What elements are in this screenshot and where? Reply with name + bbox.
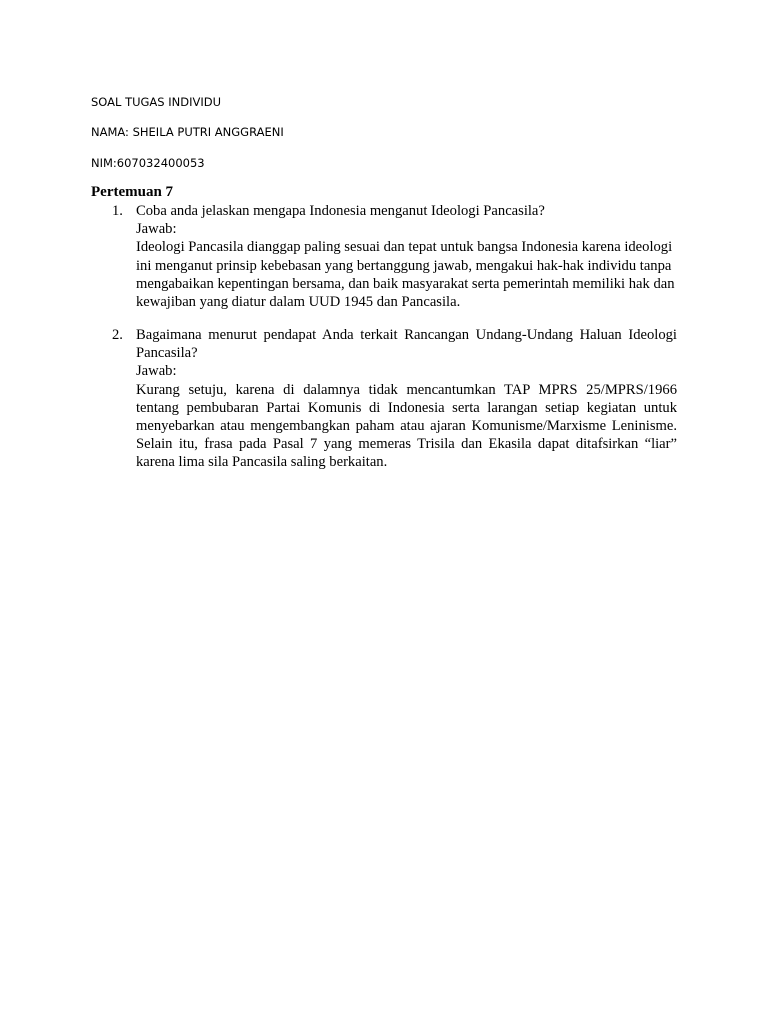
student-nim: NIM:607032400053	[91, 156, 205, 170]
section-heading: Pertemuan 7	[91, 184, 174, 200]
question-item	[91, 326, 677, 472]
document-title: SOAL TUGAS INDIVIDU	[91, 95, 222, 109]
question-number: 2.	[112, 327, 123, 343]
question-text: Bagaimana menurut pendapat Anda terkait Rancangan Undang-Undang Haluan Ideologi Pancasila?	[136, 327, 677, 362]
question-text: Coba anda jelaskan mengapa Indonesia menganut Ideologi Pancasila?	[136, 203, 545, 219]
question-item	[91, 202, 677, 311]
question-row	[91, 326, 677, 472]
answer-text: Kurang setuju, karena di dalamnya tidak mencantumkan TAP MPRS 25/MPRS/1966 tentang pembubaran Partai Komunis di Indonesia serta larangan setiap kegiatan untuk menyebarkan atau mengembangkan paham atau ajaran Komunisme/Marxisme Leninisme. Selain itu, frasa pada Pasal 7 yang memeras Trisila dan Ekasila dapat ditafsirkan “liar” karena lima sila Pancasila saling berkaitan.	[136, 381, 677, 471]
question-number: 1.	[112, 203, 123, 219]
answer-label: Jawab:	[136, 221, 177, 238]
question-row	[91, 202, 677, 311]
answer-text: Ideologi Pancasila dianggap paling sesuai dan tepat untuk bangsa Indonesia karena ideologi ini menganut prinsip kebebasan yang bertanggung jawab, mengakui hak-hak individu tanpa mengabaikan kepentingan bersama, dan baik masyarakat serta pemerintah memiliki hak dan kewajiban yang diatur dalam UUD 1945 dan Pancasila.	[136, 239, 675, 311]
student-name: NAMA: SHEILA PUTRI ANGGRAENI	[91, 125, 284, 139]
answer-label: Jawab:	[136, 363, 177, 380]
